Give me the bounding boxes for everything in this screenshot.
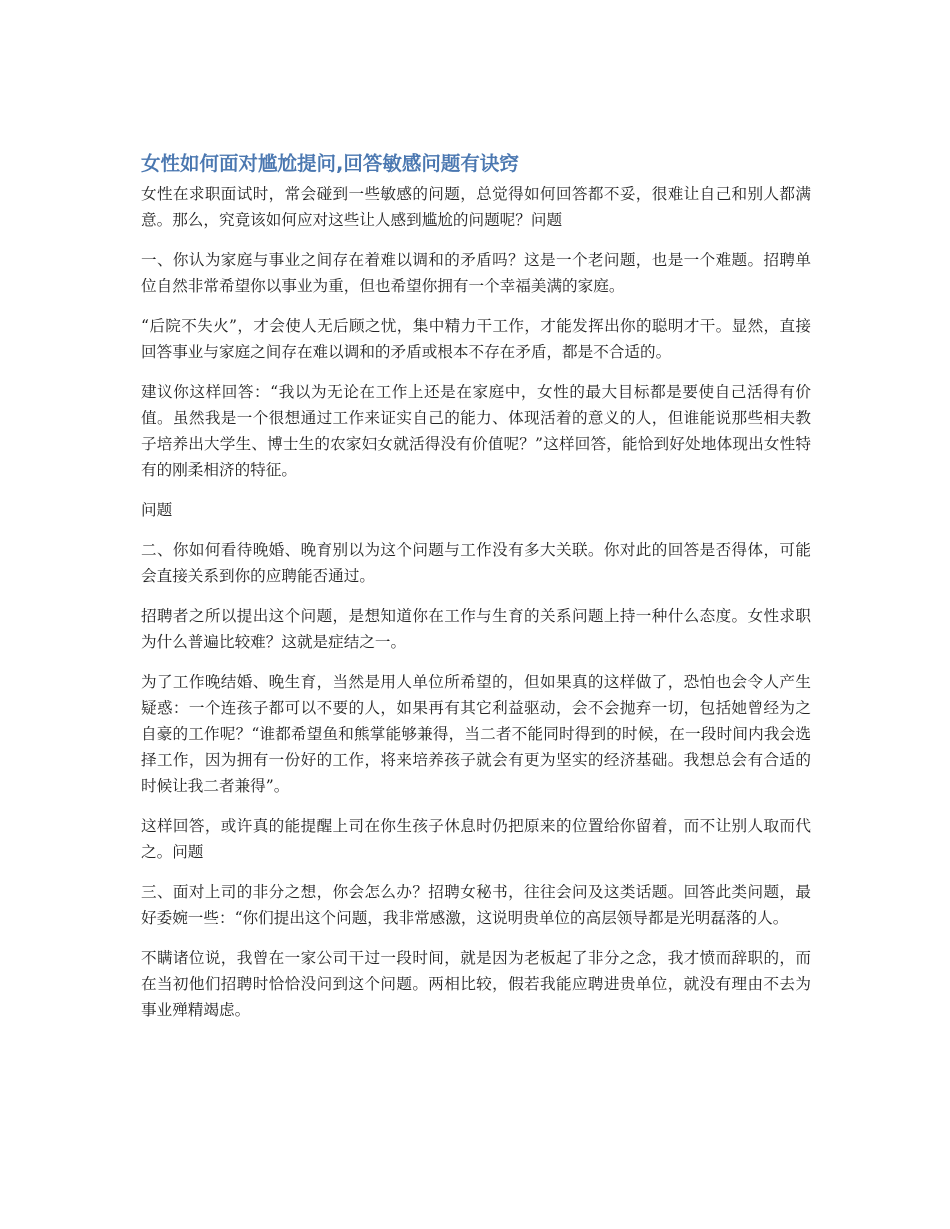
paragraph-question-3: 三、面对上司的非分之想，你会怎么办？招聘女秘书，往往会问及这类话题。回答此类问题，最好委婉一些：“你们提出这个问题，我非常感激，这说明贵单位的高层领导都是光明磊落的人。 <box>141 883 811 927</box>
document-title: 女性如何面对尴尬提问,回答敏感问题有诀窍 <box>141 152 519 175</box>
paragraph-answer-effect: 这样回答，或许真的能提醒上司在你生孩子休息时仍把原来的位置给你留着，而不让别人取而代之。问题 <box>141 817 811 861</box>
document-body <box>141 149 811 1037</box>
paragraph-question-1: 一、你认为家庭与事业之间存在着难以调和的矛盾吗？这是一个老问题，也是一个难题。招聘单位自然非常希望你以事业为重，但也希望你拥有一个幸福美满的家庭。 <box>141 251 811 295</box>
paragraph-recruiter-intent: 招聘者之所以提出这个问题，是想知道你在工作与生育的关系问题上持一种什么态度。女性求职为什么普遍比较难？这就是症结之一。 <box>141 607 811 651</box>
paragraph-suggested-answer-1: 建议你这样回答：“我以为无论在工作上还是在家庭中，女性的最大目标都是要使自己活得有价值。虽然我是一个很想通过工作来证实自己的能力、体现活着的意义的人，但谁能说那些相夫教子培养出大学生、博士生的农家妇女就活得没有价值呢？”这样回答，能恰到好处地体现出女性特有的刚柔相济的特征。 <box>141 383 811 479</box>
paragraph-intro: 女性在求职面试时，常会碰到一些敏感的问题，总觉得如何回答都不妥，很难让自己和别人都满意。那么，究竟该如何应对这些让人感到尴尬的问题呢？问题 <box>141 185 811 229</box>
paragraph-suggested-answer-3: 不瞒诸位说，我曾在一家公司干过一段时间，就是因为老板起了非分之念，我才愤而辞职的，而在当初他们招聘时恰恰没问到这个问题。两相比较，假若我能应聘进贵单位，就没有理由不去为事业殚精竭虑。 <box>141 949 811 1019</box>
paragraph-suggested-answer-2: 为了工作晚结婚、晚生育，当然是用人单位所希望的，但如果真的这样做了，恐怕也会令人产生疑惑：一个连孩子都可以不要的人，如果再有其它利益驱动，会不会抛弃一切，包括她曾经为之自豪的工作呢？“谁都希望鱼和熊掌能够兼得，当二者不能同时得到的时候，在一段时间内我会选择工作，因为拥有一份好的工作，将来培养孩子就会有更为坚实的经济基础。我想总会有合适的时候让我二者兼得”。 <box>141 673 811 795</box>
paragraph-question-2: 二、你如何看待晚婚、晚育别以为这个问题与工作没有多大关联。你对此的回答是否得体，可能会直接关系到你的应聘能否通过。 <box>141 541 811 585</box>
paragraph-family-peace: “后院不失火”，才会使人无后顾之忧，集中精力干工作，才能发挥出你的聪明才干。显然，直接回答事业与家庭之间存在难以调和的矛盾或根本不存在矛盾，都是不合适的。 <box>141 317 811 361</box>
paragraph-question-label: 问题 <box>141 501 173 519</box>
